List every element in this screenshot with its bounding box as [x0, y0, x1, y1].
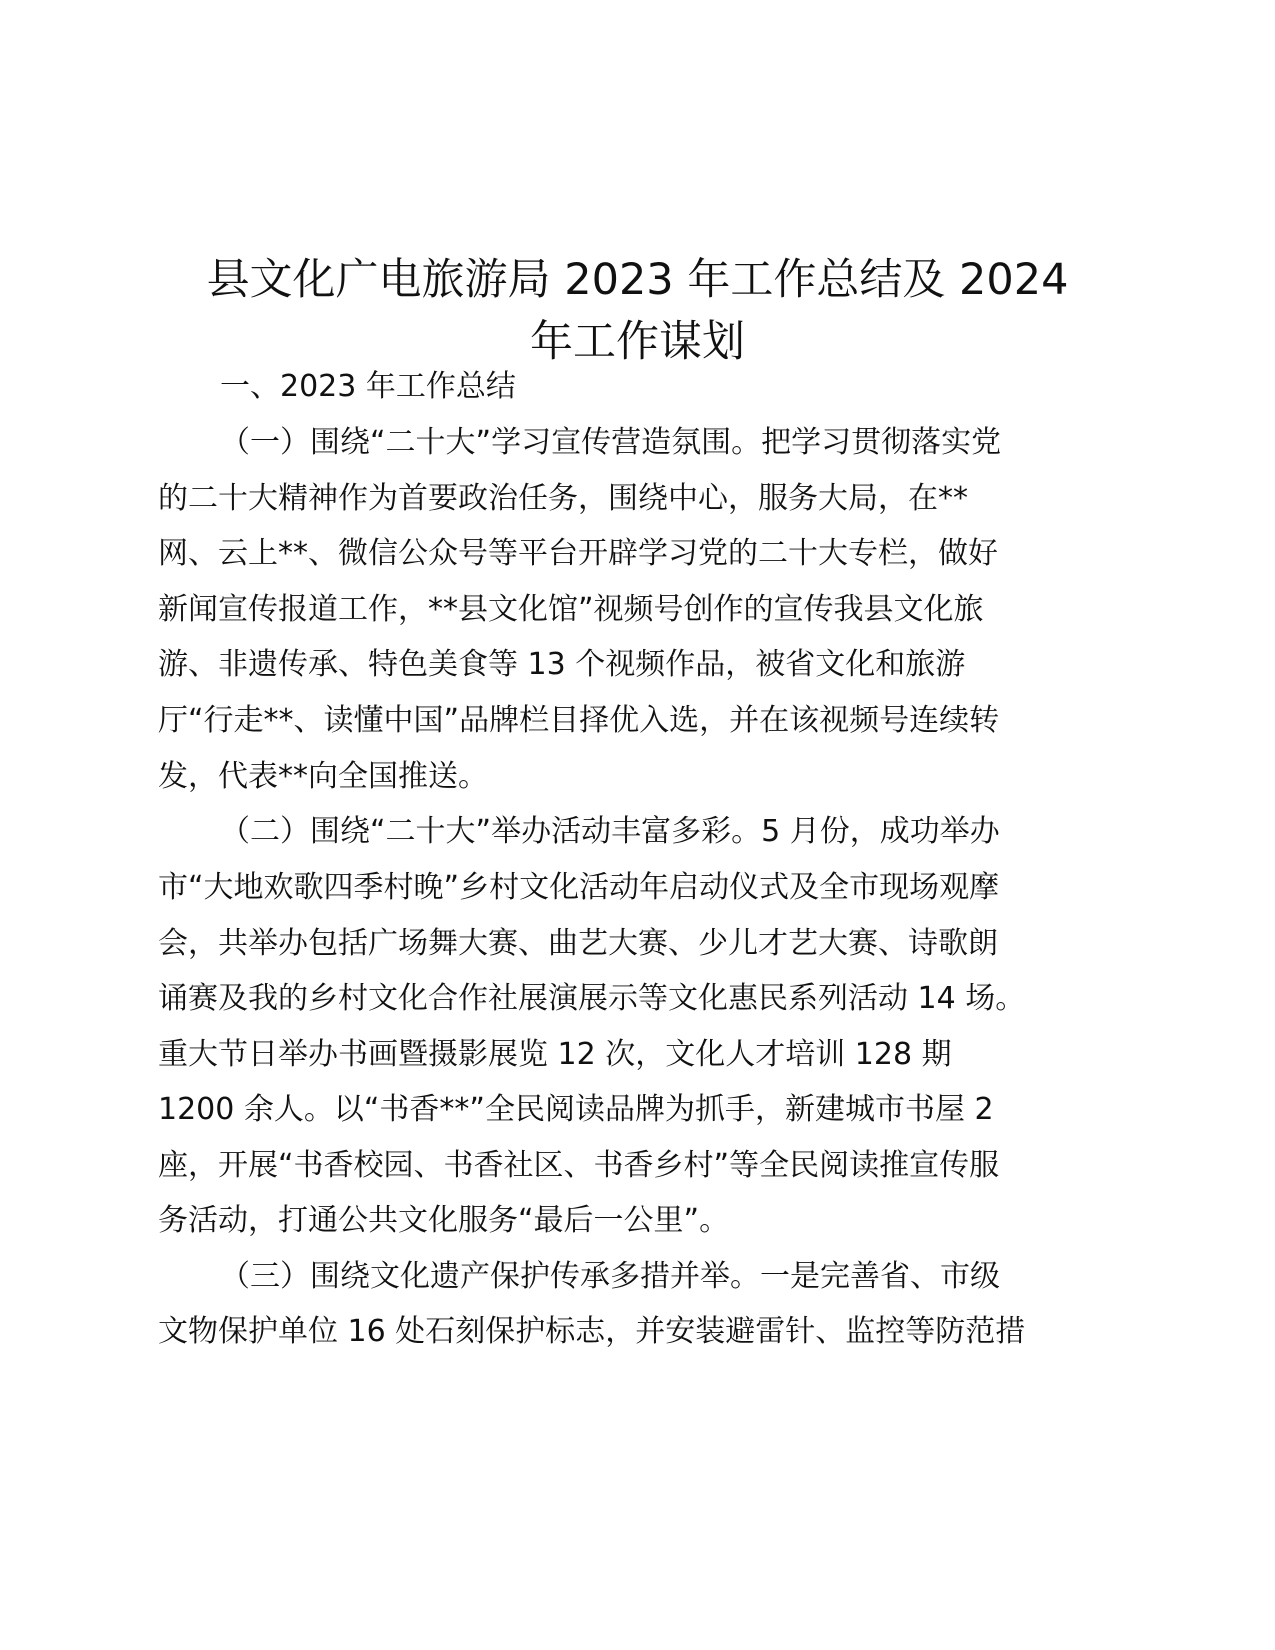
- body-line: 诵赛及我的乡村文化合作社展演展示等文化惠民系列活动 14 场。: [158, 981, 1026, 1016]
- body-line: 发，代表**向全国推送。: [158, 759, 488, 794]
- body-line: 厅“行走**、读懂中国”品牌栏目择优入选，并在该视频号连续转: [158, 703, 1000, 738]
- body-line: （二）围绕“二十大”举办活动丰富多彩。5 月份，成功举办: [220, 814, 1000, 849]
- body-line: 文物保护单位 16 处石刻保护标志，并安装避雷针、监控等防范措: [158, 1314, 1026, 1349]
- section-heading: 一、2023 年工作总结: [220, 369, 516, 404]
- body-line: 市“大地欢歌四季村晚”乡村文化活动年启动仪式及全市现场观摩: [158, 870, 1000, 905]
- body-line: （一）围绕“二十大”学习宣传营造氛围。把学习贯彻落实党: [220, 425, 1002, 460]
- body-line: 务活动，打通公共文化服务“最后一公里”。: [158, 1203, 730, 1238]
- title-line-1: 县文化广电旅游局 2023 年工作总结及 2024: [206, 254, 1069, 305]
- body-line: 会，共举办包括广场舞大赛、曲艺大赛、少儿才艺大赛、诗歌朗: [158, 926, 998, 961]
- body-line: 1200 余人。以“书香**”全民阅读品牌为抓手，新建城市书屋 2: [158, 1092, 994, 1127]
- body-line: 网、云上**、微信公众号等平台开辟学习党的二十大专栏，做好: [158, 536, 998, 571]
- body-line: （三）围绕文化遗产保护传承多措并举。一是完善省、市级: [220, 1259, 1000, 1294]
- body-line: 重大节日举办书画暨摄影展览 12 次，文化人才培训 128 期: [158, 1037, 952, 1072]
- body-line: 新闻宣传报道工作，**县文化馆”视频号创作的宣传我县文化旅: [158, 592, 984, 627]
- body-line: 的二十大精神作为首要政治任务，围绕中心，服务大局，在**: [158, 481, 968, 516]
- body-line: 座，开展“书香校园、书香社区、书香乡村”等全民阅读推宣传服: [158, 1148, 1000, 1183]
- document-title: [150, 249, 1125, 373]
- body-line: 游、非遗传承、特色美食等 13 个视频作品，被省文化和旅游: [158, 647, 966, 682]
- title-line-2: 年工作谋划: [530, 316, 745, 367]
